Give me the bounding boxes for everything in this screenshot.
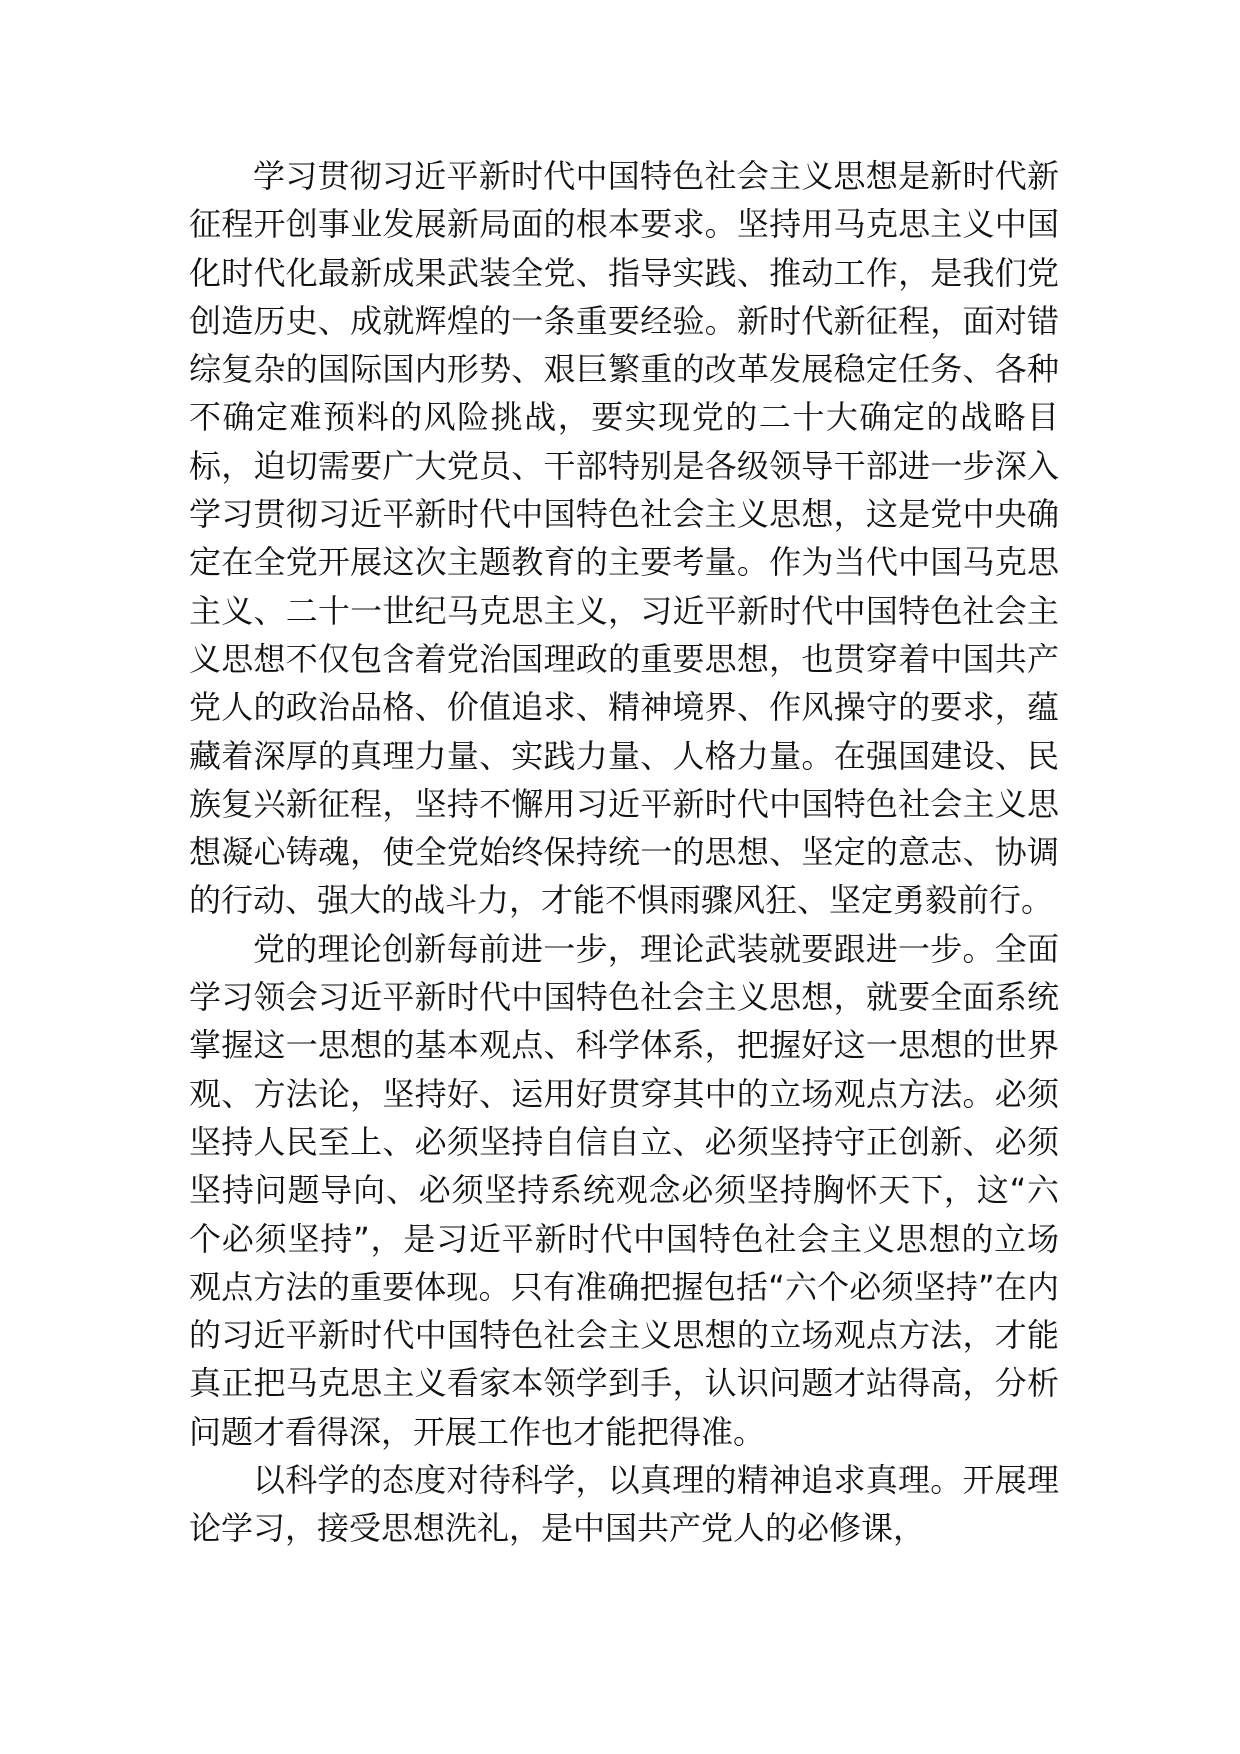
document-body xyxy=(189,152,1059,1553)
paragraph-3: 以科学的态度对待科学，以真理的精神追求真理。开展理论学习，接受思想洗礼，是中国共产党人的必修课， xyxy=(189,1461,1059,1548)
paragraph-2: 党的理论创新每前进一步，理论武装就要跟进一步。全面学习领会习近平新时代中国特色社会主义思想，就要全面系统掌握这一思想的基本观点、科学体系，把握好这一思想的世界观、方法论，坚持好、运用好贯穿其中的立场观点方法。必须坚持人民至上、必须坚持自信自立、必须坚持守正创新、必须坚持问题导向、必须坚持系统观念必须坚持胸怀天下，这“六个必须坚持”，是习近平新时代中国特色社会主义思想的立场观点方法的重要体现。只有准确把握包括“六个必须坚持”在内的习近平新时代中国特色社会主义思想的立场观点方法，才能真正把马克思主义看家本领学到手，认识问题才站得高，分析问题才看得深，开展工作也才能把得准。 xyxy=(189,929,1059,1451)
paragraph-1: 学习贯彻习近平新时代中国特色社会主义思想是新时代新征程开创事业发展新局面的根本要求。坚持用马克思主义中国化时代化最新成果武装全党、指导实践、推动工作，是我们党创造历史、成就辉煌的一条重要经验。新时代新征程，面对错综复杂的国际国内形势、艰巨繁重的改革发展稳定任务、各种不确定难预料的风险挑战，要实现党的二十大确定的战略目标，迫切需要广大党员、干部特别是各级领导干部进一步深入学习贯彻习近平新时代中国特色社会主义思想，这是党中央确定在全党开展这次主题教育的主要考量。作为当代中国马克思主义、二十一世纪马克思主义，习近平新时代中国特色社会主义思想不仅包含着党治国理政的重要思想，也贯穿着中国共产党人的政治品格、价值追求、精神境界、作风操守的要求，蕴藏着深厚的真理力量、实践力量、人格力量。在强国建设、民族复兴新征程，坚持不懈用习近平新时代中国特色社会主义思想凝心铸魂，使全党始终保持统一的思想、坚定的意志、协调的行动、强大的战斗力，才能不惧雨骤风狂、坚定勇毅前行。 xyxy=(189,157,1059,920)
